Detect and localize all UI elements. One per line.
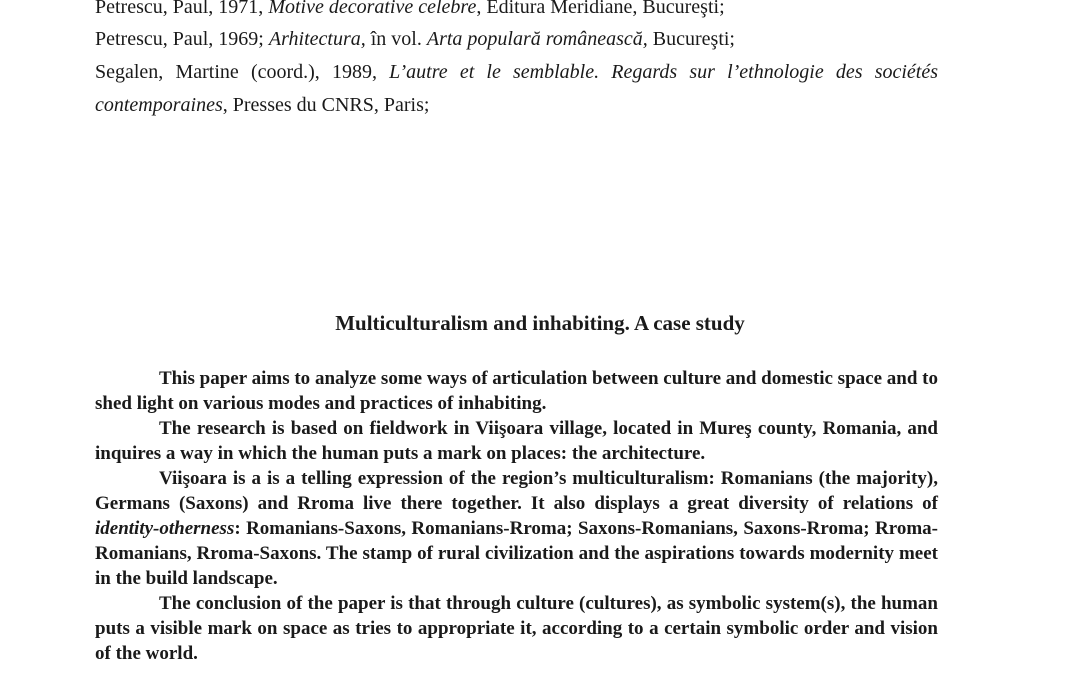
abstract-body [95,366,938,666]
reference-entry [95,23,938,56]
abstract-text: : Romanians-Saxons, Romanians-Rroma; Saxons-Romanians, Saxons-Rroma; Rroma-Romanians, Rroma-Saxons. The stamp of rural civilization and the aspirations towards modernity meet in the build landscape. [95,518,938,589]
reference-title: Motive decorative celebre [268,0,477,18]
reference-publisher: , Editura Meridiane, Bucureşti; [476,0,725,18]
abstract-paragraph: The conclusion of the paper is that through culture (cultures), as symbolic system(s), the human puts a visible mark on space as tries to appropriate it, according to a certain symbolic order and vision of the world. [95,593,938,664]
abstract-paragraph: The research is based on fieldwork in Viişoara village, located in Mureş county, Romania, and inquires a way in which the human puts a mark on places: the architecture. [95,418,938,464]
reference-entry [95,0,938,24]
reference-publisher: , Presses du CNRS, Paris; [222,94,430,116]
reference-entry [95,56,938,122]
reference-author: Petrescu, Paul, 1971, [95,0,264,18]
reference-author: Segalen, Martine (coord.), 1989, [95,61,377,83]
reference-author: Petrescu, Paul, 1969; [95,28,264,50]
reference-volume-title: Arta populară românească, [426,28,648,50]
abstract-text: Viişoara is a is a telling expression of the region’s multiculturalism: Romanians (the majority), Germans (Saxons) and Rroma live there together. It also displays a great diversity of relations of [95,468,938,514]
emphasis-term: identity-otherness [95,518,235,539]
abstract-title: Multiculturalism and inhabiting. A case study [335,311,745,335]
reference-publisher: Bucureşti; [647,28,735,50]
reference-title: L’autre et le semblable. Regards sur l’ethnologie des sociétés contemporaines [95,61,939,116]
abstract-paragraph: This paper aims to analyze some ways of articulation between culture and domestic space and to shed light on various modes and practices of inhabiting. [95,368,938,414]
reference-connector: în vol. [365,28,427,50]
reference-title: Arhitectura, [268,28,366,50]
abstract-paragraph [95,466,938,591]
